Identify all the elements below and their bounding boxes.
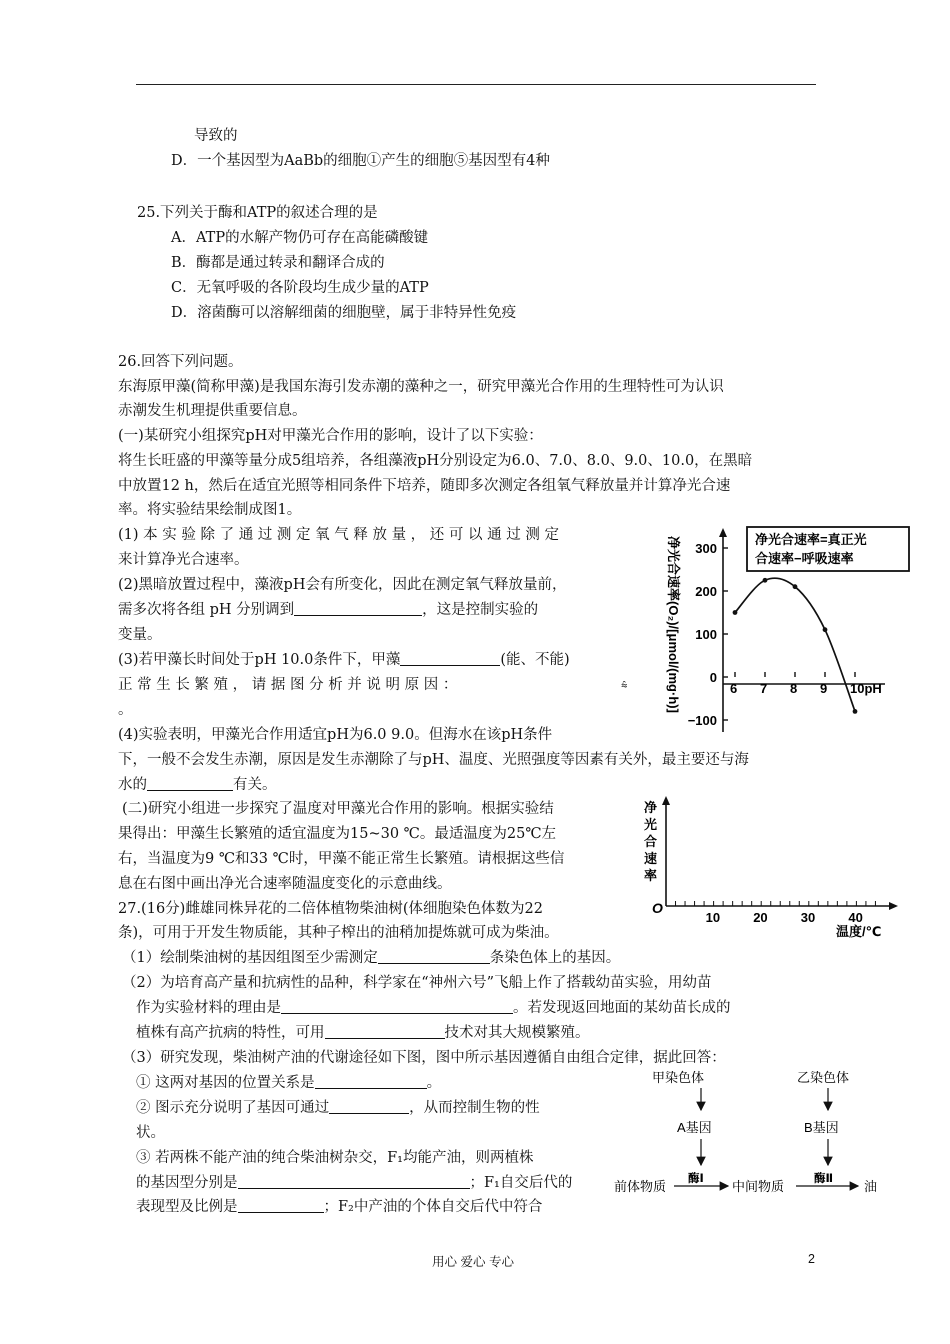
text-line: 率。将实验结果绘制成图1。 (118, 502, 302, 518)
text-line: ③ 若两株不能产油的纯合柴油树杂交，F₁均能产油，则两植株 (136, 1150, 534, 1166)
text-line (136, 998, 731, 1018)
text-segment: 。 (426, 1075, 442, 1091)
y-axis-label (644, 800, 658, 883)
question-25: 25.下列关于酶和ATP的叙述合理的是 (137, 205, 378, 221)
text-line: 导致的 (194, 128, 238, 144)
data-point (763, 578, 768, 583)
text-line (136, 1098, 540, 1118)
data-point (823, 627, 828, 632)
enzyme-2-label: 酶Ⅱ (814, 1173, 834, 1185)
text-segment: 需多次将各组 pH 分别调到 (118, 602, 295, 618)
text-line: 赤潮发生机理提供重要信息。 (118, 403, 307, 419)
text-segment: ② 图示充分说明了基因可通过 (136, 1100, 330, 1116)
text-segment: 植株有高产抗病的特性，可用 (136, 1025, 325, 1041)
text-segment: (3)若甲藻长时间处于pH 10.0条件下，甲藻 (118, 652, 401, 668)
text-line: （3）研究发现，柴油树产油的代谢途径如下图，图中所示基因遵循自由组合定律，据此回答： (122, 1050, 726, 1066)
x-tick-label: 6 (730, 681, 738, 696)
answer-blank[interactable] (329, 1099, 409, 1114)
footer-slogan: 用心 爱心 专心 (432, 1255, 514, 1269)
x-tick-label: 40 (848, 910, 863, 925)
chromosome-b-label: 乙染色体 (797, 1070, 850, 1085)
text-line: 将生长旺盛的甲藻等量分成5组培养，各组藻液pH分别设定为6.0、7.0、8.0、9.0、10.0，在黑暗 (118, 453, 753, 469)
answer-blank[interactable] (238, 1174, 470, 1189)
text-segment: 的基因型分别是 (136, 1175, 238, 1191)
answer-blank[interactable] (294, 601, 422, 616)
y-axis-arrow (719, 528, 727, 537)
text-segment: ① 这两对基因的位置关系是 (136, 1075, 315, 1091)
answer-blank[interactable] (400, 651, 500, 666)
y-tick-label: 200 (695, 584, 717, 599)
y-tick-label: 300 (695, 541, 717, 556)
text-line: 右，当温度为9 ℃和33 ℃时，甲藻不能正常生长繁殖。请根据这些信 (118, 851, 565, 867)
product-label: 油 (864, 1179, 878, 1194)
y-tick-label: 100 (695, 627, 717, 642)
text-line: 来计算净光合速率。 (118, 552, 249, 568)
question-27: 27.(16分)雌雄同株异花的二倍体植物柴油树(体细胞染色体数为22 (118, 901, 543, 917)
text-line (136, 1023, 590, 1043)
ph-chart (655, 524, 915, 744)
answer-blank[interactable] (238, 1198, 324, 1213)
text-segment: ，从而控制生物的性 (409, 1100, 540, 1116)
text-segment: 作为实验材料的理由是 (136, 1000, 281, 1016)
x-axis-arrow (889, 902, 898, 910)
text-segment: (能、不能) (500, 652, 570, 668)
text-line (118, 775, 277, 795)
y-axis-label-char: 合 (644, 834, 658, 849)
x-tick-label: 10pH (850, 681, 882, 696)
x-tick-label: 30 (800, 910, 816, 925)
option-c-25: C．无氧呼吸的各阶段均生成少量的ATP (171, 280, 429, 296)
text-segment: 有关。 (233, 777, 277, 793)
text-line: 息在右图中画出净光合速率随温度变化的示意曲线。 (118, 876, 452, 892)
text-line (136, 1173, 572, 1193)
answer-blank[interactable] (325, 1024, 445, 1039)
data-point (733, 610, 738, 615)
oil-pathway-diagram (612, 1062, 902, 1204)
text-line: 。 (118, 702, 133, 718)
precursor-label: 前体物质 (614, 1179, 667, 1194)
x-axis-label: 温度/℃ (836, 924, 882, 939)
x-tick-label: 7 (760, 681, 768, 696)
legend-text-line2: 合速率−呼吸速率 (755, 551, 854, 566)
text-segment: ；F₁自交后代的 (469, 1175, 573, 1191)
text-line: 东海原甲藻(简称甲藻)是我国东海引发赤潮的藻种之一，研究甲藻光合作用的生理特性可为认识 (118, 379, 724, 395)
y-tick-label: 0 (709, 670, 717, 685)
y-axis-label-char: 净 (644, 800, 658, 815)
x-tick-label: 8 (790, 681, 798, 696)
text-line (136, 1197, 542, 1217)
text-segment: ，这是控制实验的 (422, 602, 539, 618)
text-segment: 条染色体上的基因。 (489, 950, 621, 966)
text-line: (1) 本 实 验 除 了 通 过 测 定 氧 气 释 放 量 ， 还 可 以 通 过 测 定 (118, 527, 559, 543)
x-tick-label: 20 (753, 910, 768, 925)
text-segment: 。若发现返回地面的某幼苗长成的 (513, 1000, 731, 1016)
data-point (793, 584, 798, 589)
ellipsis-icon: ⩯ (621, 679, 628, 692)
gene-b-label: B基因 (804, 1120, 839, 1135)
x-tick-label: 9 (820, 681, 828, 696)
text-line: 条)，可用于开发生物质能，其种子榨出的油稍加提炼就可成为柴油。 (118, 925, 559, 941)
answer-blank[interactable] (378, 949, 490, 964)
legend-text-line1: 净光合速率=真正光 (755, 532, 867, 547)
gene-a-label: A基因 (677, 1120, 712, 1135)
text-line: 状。 (136, 1125, 165, 1141)
y-axis-label-char: 速 (644, 851, 658, 866)
text-segment: （1）绘制柴油树的基因组图至少需测定 (122, 950, 378, 966)
y-axis-label-char: 率 (644, 868, 658, 883)
option-a-25: A．ATP的水解产物仍可存在高能磷酸键 (171, 230, 429, 246)
enzyme-1-label: 酶Ⅰ (688, 1173, 704, 1185)
text-line: 变量。 (118, 627, 162, 643)
text-line: 正 常 生 长 繁 殖 ， 请 据 图 分 析 并 说 明 原 因 ： (118, 677, 458, 693)
text-line: 下，一般不会发生赤潮，原因是发生赤潮除了与pH、温度、光照强度等因素有关外，最主要还与海 (118, 752, 749, 768)
y-tick-label: −100 (687, 713, 717, 728)
text-segment: ；F₂中产油的个体自交后代中符合 (323, 1199, 543, 1215)
text-segment: 水的 (118, 777, 147, 793)
text-line (136, 1073, 441, 1093)
answer-blank[interactable] (281, 999, 513, 1014)
y-axis-label-char: 光 (644, 817, 658, 832)
origin-label: O (652, 900, 663, 916)
temperature-chart (640, 790, 902, 942)
y-axis-label (666, 536, 681, 713)
text-line: (4)实验表明，甲藻光合作用适宜pH为6.0 9.0。但海水在该pH条件 (118, 727, 553, 743)
answer-blank[interactable] (315, 1074, 427, 1089)
option-d-24: D．一个基因型为AaBb的细胞①产生的细胞⑤基因型有4种 (171, 153, 550, 169)
text-line: 果得出：甲藻生长繁殖的适宜温度为15~30 ℃。最适温度为25℃左 (118, 826, 557, 842)
text-line (118, 600, 538, 620)
option-d-25: D．溶菌酶可以溶解细菌的细胞壁，属于非特异性免疫 (171, 305, 517, 321)
chromosome-a-label: 甲染色体 (652, 1070, 705, 1085)
text-line: (2)黑暗放置过程中，藻液pH会有所变化，因此在测定氧气释放量前， (118, 577, 567, 593)
header-rule (136, 84, 816, 85)
y-axis-arrow (662, 796, 670, 805)
text-line (122, 948, 620, 968)
text-segment: 表现型及比例是 (136, 1199, 238, 1215)
option-b-25: B．酶都是通过转录和翻译合成的 (171, 255, 385, 271)
text-line: (二)研究小组进一步探究了温度对甲藻光合作用的影响。根据实验结 (122, 801, 554, 817)
question-26: 26.回答下列问题。 (118, 354, 243, 370)
text-line: 中放置12 h，然后在适宜光照等相同条件下培养，随即多次测定各组氧气释放量并计算净光合速 (118, 478, 731, 494)
text-segment: 技术对其大规模繁殖。 (444, 1025, 590, 1041)
text-line (118, 650, 570, 670)
y-axis-label-text: 净光合速率(O₂)/[μmol/(mg·h)] (666, 536, 681, 713)
data-point (853, 709, 858, 714)
text-line: (一)某研究小组探究pH对甲藻光合作用的影响，设计了以下实验： (118, 428, 543, 444)
page-number: 2 (808, 1252, 815, 1266)
text-line: （2）为培育高产量和抗病性的品种，科学家在“神州六号”飞船上作了搭载幼苗实验，用幼苗 (122, 975, 712, 991)
intermediate-label: 中间物质 (732, 1179, 785, 1194)
answer-blank[interactable] (147, 776, 233, 791)
x-tick-label: 10 (705, 910, 721, 925)
